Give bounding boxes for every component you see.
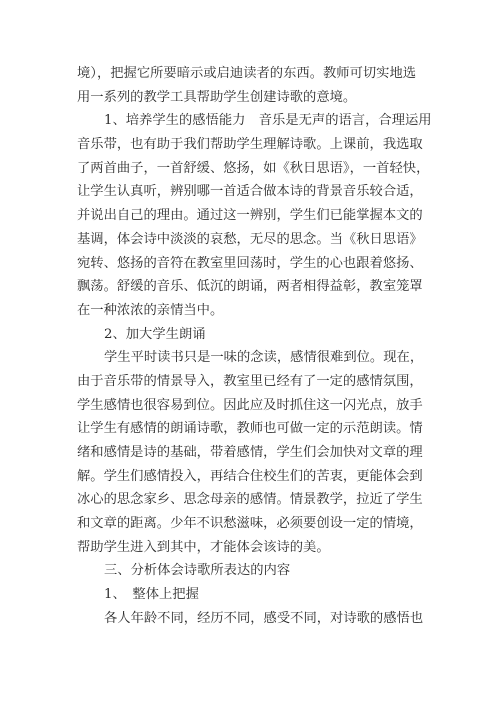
text-line: 在一种浓浓的亲情当中。 — [77, 302, 224, 318]
text-line: 用一系列的教学工具帮助学生创建诗歌的意境。 — [77, 89, 357, 105]
text-line: 绪和感情是诗的基础，带着感情，学生们会加快对文章的理 — [77, 445, 423, 460]
subsection-heading: 1、 整体上把握 — [104, 587, 199, 603]
text-line: 境），把握它所要暗示或启迪读者的东西。教师可切实地选 — [77, 66, 417, 81]
text-line: 了两首曲子，一首舒缓、悠扬，如《秋日思语》，一首轻快， — [77, 160, 430, 176]
section-heading: 三、分析体会诗歌所表达的内容 — [104, 563, 291, 579]
text-line: 学生平时读书只是一味的念读，感情很难到位。现在， — [104, 350, 424, 366]
text-line: 让学生有感情的朗诵诗歌，教师也可做一定的示范朗读。情 — [77, 421, 423, 437]
text-line: 和文章的距离。少年不识愁滋味，必须要创设一定的情境， — [77, 516, 423, 532]
text-line: 冰心的思念家乡、思念母亲的感情。情景教学，拉近了学生 — [77, 492, 423, 508]
text-line: 让学生认真听，辨别哪一首适合做本诗的背景音乐较合适， — [77, 184, 423, 200]
text-line: 并说出自己的理由。通过这一辨别，学生们已能掌握本文的 — [77, 208, 423, 224]
text-line: 宛转、悠扬的音符在教室里回荡时，学生的心也跟着悠扬、 — [77, 255, 423, 271]
text-line: 由于音乐带的情景导入，教室里已经有了一定的感情氛围， — [77, 373, 423, 389]
text-line: 音乐带，也有助于我们帮助学生理解诗歌。上课前，我选取 — [77, 137, 423, 153]
text-line: 基调，体会诗中淡淡的哀愁，无尽的思念。当《秋日思语》 — [77, 231, 423, 247]
text-line: 解。学生们感情投入，再结合住校生们的苦衷，更能体会到 — [77, 468, 423, 484]
text-line: 帮助学生进入到其中，才能体会该诗的美。 — [77, 539, 330, 555]
text-line: 学生感情也很容易到位。因此应及时抓住这一闪光点，放手 — [77, 397, 423, 413]
text-line: 各人年龄不同，经历不同，感受不同，对诗歌的感悟也 — [104, 610, 424, 626]
paragraph-heading: 1、培养学生的感悟能力 音乐是无声的语言，合理运用 — [104, 113, 432, 129]
section-heading: 2、加大学生朗诵 — [104, 326, 206, 342]
document-body — [77, 62, 433, 631]
text-line: 飘荡。舒缓的音乐、低沉的朗诵，两者相得益彰，教室笼罩 — [77, 279, 423, 295]
